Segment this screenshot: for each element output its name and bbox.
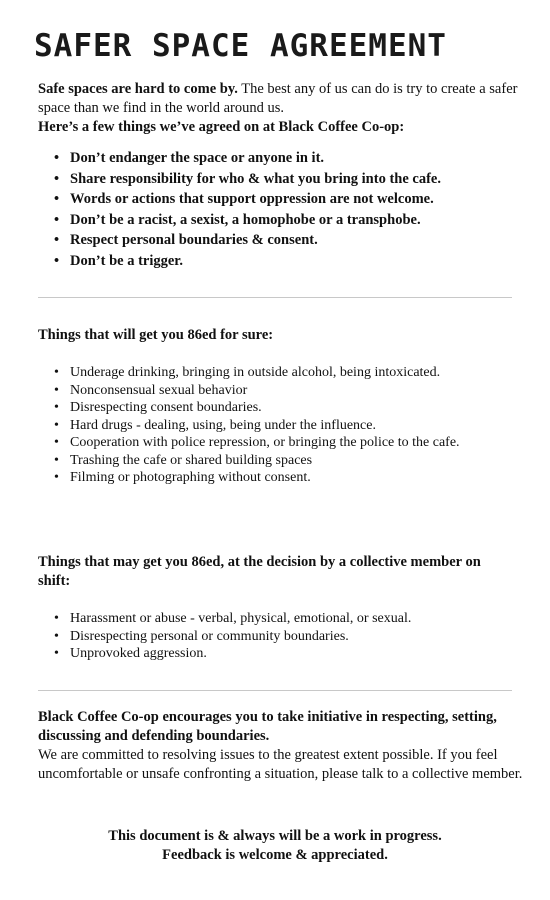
possible-heading: Things that may get you 86ed, at the decision by a collective member on shift: bbox=[38, 554, 481, 589]
list-item: • Nonconsensual sexual behavior bbox=[52, 382, 512, 400]
footer-line-2: Feedback is welcome & appreciated. bbox=[162, 847, 388, 863]
closing-text: We are committed to resolving issues to the greatest extent possible. If you feel uncomfortable or unsafe confronting a situation, please talk to a collective member. bbox=[38, 747, 523, 782]
list-item: • Unprovoked aggression. bbox=[52, 645, 512, 663]
list-item: • Share responsibility for who & what you bring into the cafe. bbox=[52, 169, 532, 190]
list-item: • Underage drinking, bringing in outside alcohol, being intoxicated. bbox=[52, 364, 512, 382]
list-item: • Don’t be a trigger. bbox=[52, 251, 532, 272]
list-item: • Hard drugs - dealing, using, being under the influence. bbox=[52, 417, 512, 435]
intro-text: The best any of us can do is try to create a safer space than we find in the world around us. bbox=[38, 81, 518, 116]
divider bbox=[38, 690, 512, 691]
intro-agreed: Here’s a few things we’ve agreed on at Black Coffee Co-op: bbox=[38, 119, 405, 135]
agreements-list bbox=[52, 148, 532, 271]
list-item: • Trashing the cafe or shared building spaces bbox=[52, 452, 512, 470]
list-item: • Don’t endanger the space or anyone in it. bbox=[52, 148, 532, 169]
list-item: • Cooperation with police repression, or bringing the police to the cafe. bbox=[52, 434, 512, 452]
list-item: • Harassment or abuse - verbal, physical, emotional, or sexual. bbox=[52, 610, 512, 628]
certain-list bbox=[52, 364, 512, 487]
list-item: • Filming or photographing without consent. bbox=[52, 469, 512, 487]
list-item: • Words or actions that support oppression are not welcome. bbox=[52, 189, 532, 210]
intro-paragraph bbox=[38, 80, 528, 137]
page-title: SAFER SPACE AGREEMENT bbox=[34, 28, 447, 64]
divider bbox=[38, 297, 512, 298]
closing-bold: Black Coffee Co-op encourages you to take initiative in respecting, setting, discussing and defending boundaries. bbox=[38, 709, 497, 744]
possible-list bbox=[52, 610, 512, 663]
list-item: • Don’t be a racist, a sexist, a homophobe or a transphobe. bbox=[52, 210, 532, 231]
footer-note bbox=[0, 827, 550, 865]
intro-lead: Safe spaces are hard to come by. bbox=[38, 81, 238, 97]
closing-paragraph bbox=[38, 708, 528, 784]
list-item: • Disrespecting personal or community boundaries. bbox=[52, 628, 512, 646]
certain-heading: Things that will get you 86ed for sure: bbox=[38, 327, 274, 343]
footer-line-1: This document is & always will be a work in progress. bbox=[108, 828, 442, 844]
list-item: • Disrespecting consent boundaries. bbox=[52, 399, 512, 417]
list-item: • Respect personal boundaries & consent. bbox=[52, 230, 532, 251]
